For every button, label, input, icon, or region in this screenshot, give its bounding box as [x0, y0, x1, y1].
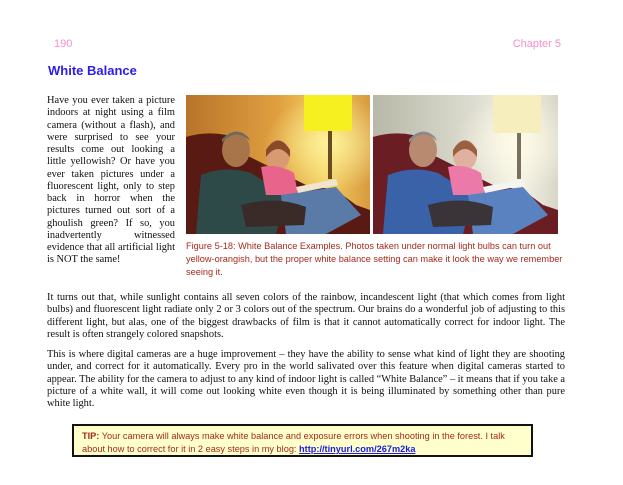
blog-link[interactable]: http://tinyurl.com/267m2ka: [299, 444, 416, 454]
intro-paragraph: Have you ever taken a picture indoors at night using a film camera (without a flash), and were surprised to see your results come out looking a little yellowish? Or have you ever taken pictures under a fluorescent light, only to step back in horror when the pictures turned out sort of a ghoulish green? If so, you inadvertently witnessed evidence that all artificial light is NOT the same!: [47, 95, 175, 266]
body-paragraph-2: This is where digital cameras are a huge improvement – they have the ability to sense what kind of light they are shooting under, and correct for it automatically. Every pro in the world salivated over this feature when digital cameras started to appear. The ability for the camera to adjust to any kind of indoor light is called “White Balance” – it means that if you take a picture of a white wall, it will come out looking white even though it is being illuminated by something other than pure white light.: [47, 349, 566, 409]
incandescent-photo: [186, 95, 370, 234]
incandescent-photo-graphic: [186, 95, 370, 234]
chapter-label: Chapter 5: [512, 38, 561, 50]
white-balanced-photo-graphic: [373, 95, 558, 234]
section-title: White Balance: [48, 63, 137, 78]
page-number: 190: [54, 38, 73, 50]
tip-label: TIP:: [82, 431, 100, 441]
body-paragraph-1: It turns out that, while sunlight contains all seven colors of the rainbow, incandescent light (that which comes from light bulbs) and fluorescent light radiate only 2 or 3 colors out of the spectrum. Our brains do a wonderful job of adjusting to this different light, but alas, one of the biggest drawbacks of film is that it cannot automatically correct for indoor light. The result is often strangely colored snapshots.: [47, 292, 565, 340]
tip-text: Your camera will always make white balance and exposure errors when shooting in the forest. I talk about how to correct for it in 2 easy steps in my blog:: [82, 431, 505, 454]
white-balanced-photo: [373, 95, 558, 234]
tip-box: [72, 424, 533, 457]
figure-caption: Figure 5-18: White Balance Examples. Photos taken under normal light bulbs can turn out yellow-orangish, but the proper white balance setting can make it look the way we remember seeing it.: [186, 241, 563, 277]
